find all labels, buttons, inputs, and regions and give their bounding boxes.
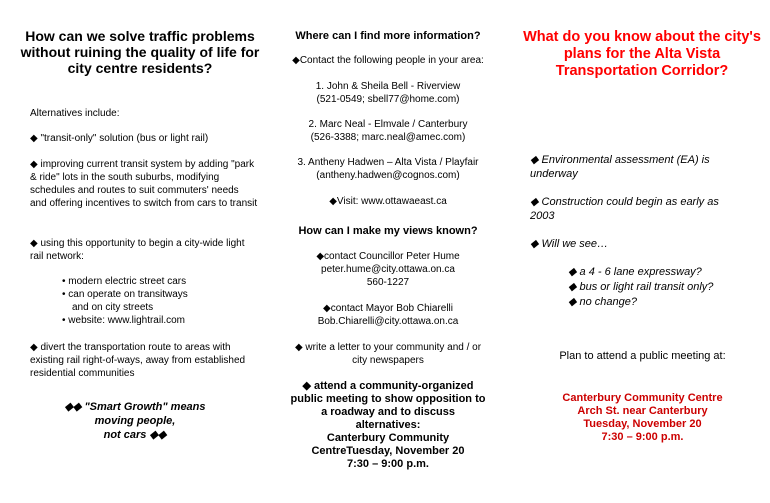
attend-line: Canterbury Community	[326, 432, 450, 444]
mayor-line: ◆contact Mayor Bob Chiarelli	[323, 303, 453, 314]
option-no-change: ◆ no change?	[568, 296, 638, 308]
bullet-text: improving current transit system by adding "park & ride" lots in the south suburbs, modifying schedules and routes to suit commuters' needs and offering incentives to switch from cars to transit	[30, 159, 258, 209]
slogan-line: moving people,	[94, 415, 176, 427]
will-we-see-item: ◆ Will we see…	[530, 238, 609, 250]
bullet-text: divert the transportation route to areas with existing rail right-of-ways, away from established residential communities	[30, 342, 246, 379]
sublist-text: can operate on transitways	[68, 289, 188, 300]
views-known-heading: How can I make my views known?	[298, 225, 478, 237]
attend-line: a roadway and to discuss	[321, 406, 455, 418]
attend-meeting	[270, 380, 506, 471]
attend-line: ◆ attend a community-organized	[302, 380, 474, 392]
ea-underway-item: ◆ Environmental assessment (EA) is underway	[530, 154, 710, 180]
contact-intro: ◆Contact the following people in your area:	[292, 55, 484, 66]
alternative-bullet-1	[30, 132, 255, 145]
contact-info: (antheny.hadwen@cognos.com)	[316, 170, 460, 181]
contact-mayor	[270, 302, 506, 328]
smart-growth-slogan	[30, 400, 240, 442]
write-letter	[270, 341, 506, 367]
contact-name: 1. John & Sheila Bell - Riverview	[315, 81, 461, 92]
meeting-venue	[520, 392, 765, 444]
alternative-bullet-3	[30, 237, 258, 263]
construction-item: ◆ Construction could begin as early as 2003	[530, 196, 719, 222]
more-info-heading: Where can I find more information?	[295, 30, 481, 42]
contact-name: 3. Antheny Hadwen – Alta Vista / Playfair	[297, 157, 479, 168]
contact-name: 2. Marc Neal - Elmvale / Canterbury	[308, 119, 468, 130]
letter-line: city newspapers	[352, 355, 424, 366]
councillor-email: peter.hume@city.ottawa.on.ca	[321, 264, 455, 275]
councillor-line: ◆contact Councillor Peter Hume	[316, 251, 460, 262]
contact-1	[270, 80, 506, 106]
venue-line: 7:30 – 9:00 p.m.	[601, 431, 684, 443]
sublist-item: • modern electric street cars	[62, 276, 187, 287]
diamond-bullet-icon: ◆	[30, 342, 41, 353]
contact-councillor	[270, 250, 506, 289]
alternative-bullet-2	[30, 158, 258, 210]
contact-2	[270, 118, 506, 144]
councillor-phone: 560-1227	[366, 277, 410, 288]
sublist-text: modern electric street cars	[68, 276, 187, 287]
slogan-line: ◆◆ "Smart Growth" means	[64, 401, 206, 413]
sublist-text: website: www.lightrail.com	[68, 315, 185, 326]
letter-line: ◆ write a letter to your community and / or	[294, 342, 482, 353]
plan-to-attend: Plan to attend a public meeting at:	[559, 350, 726, 362]
alternatives-label: Alternatives include:	[30, 108, 120, 119]
attend-line: public meeting to show opposition to	[290, 393, 486, 405]
visit-website: ◆Visit: www.ottawaeast.ca	[329, 196, 447, 207]
slogan-line: not cars ◆◆	[103, 429, 167, 441]
sublist-continuation: and on city streets	[72, 302, 154, 313]
bullet-text: "transit-only" solution (bus or light rail)	[40, 133, 209, 144]
diamond-bullet-icon: ◆	[30, 159, 41, 170]
column3-heading: What do you know about the city's plans for the Alta Vista Transportation Corridor?	[523, 29, 761, 79]
diamond-bullet-icon: ◆	[30, 133, 41, 144]
contact-info: (521-0549; sbell77@home.com)	[316, 94, 460, 105]
venue-line: Tuesday, November 20	[583, 418, 702, 430]
venue-line: Canterbury Community Centre	[562, 392, 723, 404]
option-expressway: ◆ a 4 - 6 lane expressway?	[568, 266, 702, 278]
contact-3	[270, 156, 506, 182]
column1-heading: How can we solve traffic problems without ruining the quality of life for city centre residents?	[20, 28, 260, 76]
attend-line: CentreTuesday, November 20	[311, 445, 465, 457]
attend-line: 7:30 – 9:00 p.m.	[347, 458, 429, 470]
sublist-item: • website: www.lightrail.com	[62, 315, 185, 326]
venue-line: Arch St. near Canterbury	[577, 405, 708, 417]
alternative-bullet-4	[30, 341, 258, 380]
contact-info: (526-3388; marc.neal@amec.com)	[310, 132, 466, 143]
bullet-text: using this opportunity to begin a city-wide light rail network:	[30, 238, 245, 262]
diamond-bullet-icon: ◆	[30, 238, 41, 249]
sublist-item: • can operate on transitways	[62, 289, 188, 300]
light-rail-sublist	[62, 275, 242, 327]
option-transit: ◆ bus or light rail transit only?	[568, 281, 714, 293]
attend-line: alternatives:	[355, 419, 421, 431]
mayor-email: Bob.Chiarelli@city.ottawa.on.ca	[317, 316, 459, 327]
